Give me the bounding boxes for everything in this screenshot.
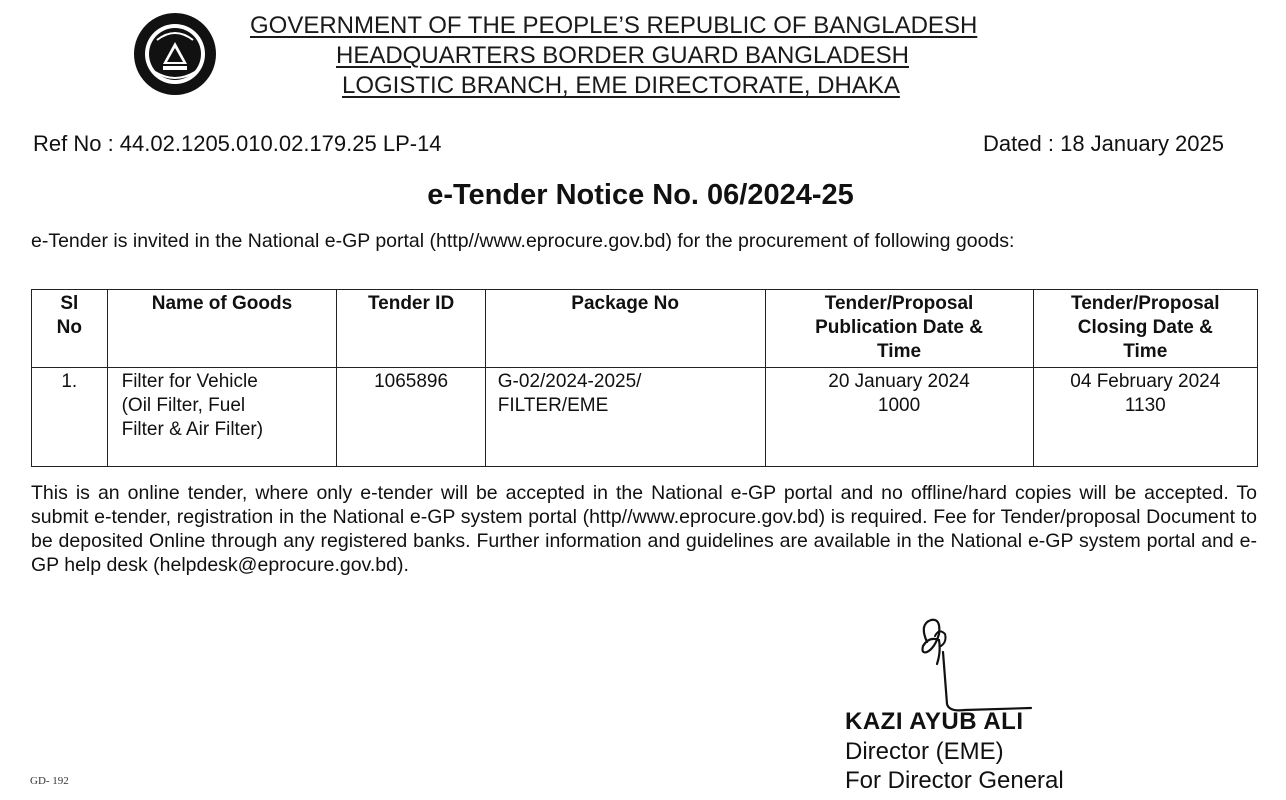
- header-close-line3: Time: [1123, 341, 1168, 362]
- bgb-crest-icon: [133, 12, 217, 96]
- notice-title: [0, 179, 1286, 212]
- header-publication: [765, 290, 1033, 368]
- header-close-line1: Tender/Proposal: [1071, 293, 1220, 314]
- cell-tender-id: 1065896: [337, 368, 485, 467]
- notice-date: Dated : 18 January 2025: [983, 131, 1224, 156]
- signatory-for: For Director General: [845, 767, 1064, 794]
- header-goods: Name of Goods: [107, 290, 337, 368]
- header-package: Package No: [485, 290, 765, 368]
- cell-pub-date: 20 January 2024: [828, 371, 970, 392]
- intro-paragraph: e-Tender is invited in the National e-GP portal (http//www.eprocure.gov.bd) for the procurement of following goods:: [31, 230, 1015, 252]
- header-sl-no: [32, 290, 108, 368]
- cell-goods-line1: Filter for Vehicle: [121, 371, 258, 392]
- instructions-paragraph: This is an online tender, where only e-tender will be accepted in the National e-GP portal and no offline/hard copies will be accepted. To submit e-tender, registration in the National e-GP system portal (http//www.eprocure.gov.bd) is required. Fee for Tender/proposal Document to be deposited Online through any registered banks. Further information and guidelines are available in the National e-GP system portal and e-GP help desk (helpdesk@eprocure.gov.bd).: [31, 482, 1257, 576]
- header-pub-line3: Time: [877, 341, 922, 362]
- goods-table: [31, 289, 1258, 467]
- signatory-title: Director (EME): [845, 738, 1004, 765]
- header-branch: LOGISTIC BRANCH, EME DIRECTORATE, DHAKA: [342, 72, 900, 99]
- table-header-row: [32, 290, 1258, 368]
- cell-close-time: 1130: [1124, 395, 1166, 416]
- header-closing: [1033, 290, 1257, 368]
- cell-close-date: 04 February 2024: [1070, 371, 1221, 392]
- header-pub-line1: Tender/Proposal: [824, 293, 974, 314]
- header-sl-line2: No: [56, 317, 82, 338]
- table-row: [32, 368, 1258, 467]
- signature-icon: [905, 612, 1035, 722]
- signatory-name: KAZI AYUB ALI: [845, 708, 1024, 735]
- cell-package-line1: G-02/2024-2025/: [497, 371, 642, 392]
- form-code: GD- 192: [30, 775, 69, 787]
- cell-goods-line2: (Oil Filter, Fuel: [121, 395, 246, 416]
- cell-package-line2: FILTER/EME: [497, 395, 609, 416]
- cell-goods-line3: Filter & Air Filter): [121, 419, 264, 440]
- header-tender-id: Tender ID: [337, 290, 485, 368]
- reference-number: Ref No : 44.02.1205.010.02.179.25 LP-14: [33, 131, 442, 156]
- notice-title-text: e-Tender Notice No. 06/2024-25: [427, 179, 854, 211]
- header-headquarters: HEADQUARTERS BORDER GUARD BANGLADESH: [336, 42, 909, 69]
- header-pub-line2: Publication Date &: [815, 317, 983, 338]
- cell-publication: [765, 368, 1033, 467]
- header-close-line2: Closing Date &: [1077, 317, 1213, 338]
- header-sl-line1: Sl: [60, 293, 79, 314]
- cell-closing: [1033, 368, 1257, 467]
- cell-goods: [107, 368, 337, 467]
- cell-package: [485, 368, 765, 467]
- cell-sl: 1.: [32, 368, 108, 467]
- cell-pub-time: 1000: [877, 395, 921, 416]
- header-government: GOVERNMENT OF THE PEOPLE’S REPUBLIC OF BANGLADESH: [250, 12, 978, 39]
